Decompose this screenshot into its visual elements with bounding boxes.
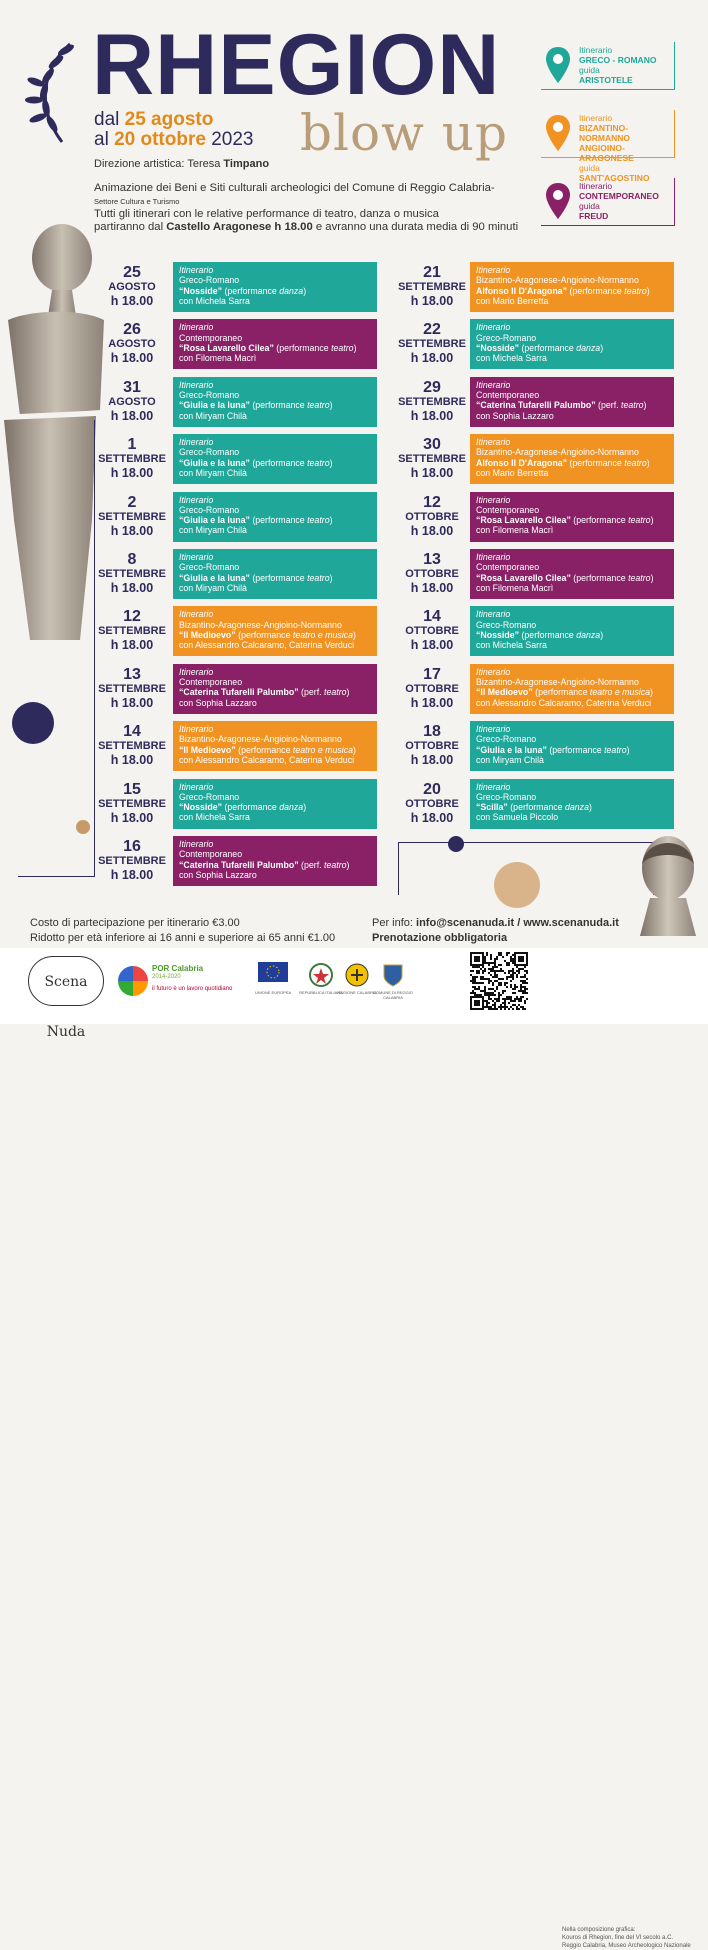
event-route: Greco-Romano (476, 791, 537, 802)
event-time: h 18.00 (410, 523, 454, 538)
event-card[interactable] (173, 319, 377, 369)
event-itinerary-label: Itinerario (476, 265, 511, 275)
legend-item (541, 178, 675, 226)
event-date (92, 838, 172, 883)
event-show-title: “Giulia e la luna” (179, 515, 250, 526)
event-month: OTTOBRE (405, 510, 459, 523)
event-perf-type: teatro (307, 572, 330, 583)
event-show: “Rosa Lavarello Cilea” (performance teatro) (476, 572, 654, 583)
event-date (92, 781, 172, 826)
event-day: 12 (423, 493, 441, 511)
event-time: h 18.00 (110, 581, 154, 595)
legend-item (541, 42, 675, 90)
event-date (92, 666, 172, 711)
event-show-title: “Nosside” (179, 802, 223, 813)
event-route: Bizantino-Aragonese-Angioino-Normanno (476, 677, 639, 688)
event-route: Greco-Romano (179, 562, 240, 573)
event-show: “Scilla” (performance danza) (476, 802, 592, 813)
artistic-direction: Direzione artistica: Teresa Timpano (94, 158, 270, 170)
event-route: Contemporaneo (476, 390, 540, 401)
event-month: AGOSTO (108, 281, 156, 293)
event-date (392, 436, 472, 481)
event-month: SETTEMBRE (98, 740, 166, 753)
event-card[interactable] (173, 836, 377, 886)
event-itinerary-label: Itinerario (476, 609, 511, 620)
event-cast: con Miryam Chilà (476, 755, 544, 766)
event-show: “Nosside” (performance danza) (179, 285, 307, 296)
scena-nuda-logo: Scena Nuda (28, 956, 104, 1006)
event-time: h 18.00 (410, 351, 454, 366)
event-date (392, 551, 472, 596)
event-route: Bizantino-Aragonese-Angioino-Normanno (476, 447, 639, 458)
event-perf-type: teatro (621, 400, 644, 411)
event-route: Greco-Romano (179, 791, 240, 802)
event-cast: con Filomena Macrì (179, 353, 257, 364)
qr-code-icon[interactable] (470, 952, 528, 1010)
event-card[interactable] (173, 492, 377, 542)
pricing: Costo di partecipazione per itinerario €3.00 Ridotto per età inferiore ai 16 anni e superiore ai 65 anni €1.00 (30, 917, 336, 944)
event-day: 16 (123, 838, 141, 855)
event-route: Bizantino-Aragonese-Angioino-Normanno (179, 734, 342, 745)
event-show-title: “Il Medioevo” (179, 629, 236, 640)
map-pin-icon (545, 46, 571, 84)
event-show: “Caterina Tufarelli Palumbo” (perf. teatro) (179, 687, 350, 698)
event-month: OTTOBRE (405, 568, 459, 580)
event-itinerary-label: Itinerario (179, 666, 214, 677)
event-day: 14 (423, 608, 441, 626)
italy-emblem-icon (306, 962, 336, 988)
event-cast: con Michela Sarra (179, 295, 250, 306)
event-month: SETTEMBRE (398, 338, 466, 351)
event-date (92, 379, 172, 424)
event-perf-type: teatro (628, 572, 651, 583)
event-route: Greco-Romano (476, 734, 537, 745)
event-cast: con Sophia Lazzaro (179, 697, 257, 708)
event-perf-type: teatro (624, 285, 647, 296)
event-date (392, 608, 472, 653)
event-cast: con Michela Sarra (476, 353, 547, 364)
event-month: SETTEMBRE (398, 281, 466, 293)
event-show: “Rosa Lavarello Cilea” (performance teatro) (179, 342, 357, 353)
event-show: “Giulia e la luna” (performance teatro) (179, 457, 333, 468)
event-date (392, 321, 472, 366)
legend-route-name: GRECO - ROMANO (579, 55, 657, 65)
calabria-emblem-icon (342, 962, 372, 988)
event-cast: con Sophia Lazzaro (179, 869, 257, 880)
event-route: Greco-Romano (179, 390, 240, 401)
event-route: Contemporaneo (476, 562, 540, 573)
event-show-title: “Giulia e la luna” (179, 457, 250, 468)
event-time: h 18.00 (410, 294, 454, 308)
event-time: h 18.00 (410, 638, 454, 653)
event-route: Greco-Romano (179, 275, 240, 286)
event-show-title: “Rosa Lavarello Cilea” (179, 342, 274, 353)
event-day: 31 (123, 378, 141, 396)
event-show-title: “Il Medioevo” (179, 744, 236, 755)
decorative-circle (12, 702, 54, 744)
map-pin-icon (545, 114, 571, 152)
event-show-title: “Caterina Tufarelli Palumbo” (179, 687, 299, 698)
event-route: Greco-Romano (476, 619, 537, 630)
event-show-title: “Giulia e la luna” (179, 400, 250, 411)
event-time: h 18.00 (410, 408, 454, 423)
event-show-title: “Caterina Tufarelli Palumbo” (179, 859, 299, 870)
event-month: SETTEMBRE (398, 453, 466, 466)
event-time: h 18.00 (110, 868, 154, 882)
image-credits: Nella composizione grafica: Kouros di Rhegion, fine del VI secolo a.C. Reggio Calabria, Museo Archeologico Nazionale (562, 1927, 691, 1949)
event-cast: con Miryam Chilà (179, 410, 247, 421)
event-show: “Giulia e la luna” (performance teatro) (476, 744, 630, 755)
event-perf-type: danza (279, 285, 304, 296)
event-show-title: “Nosside” (476, 629, 520, 640)
event-date (392, 494, 472, 539)
event-card[interactable] (173, 549, 377, 599)
event-date (92, 264, 172, 309)
event-time: h 18.00 (110, 294, 154, 308)
event-cast: con Samuela Piccolo (476, 812, 559, 823)
event-show: Alfonso Il D'Aragona” (performance teatro) (476, 457, 650, 468)
event-show: “Caterina Tufarelli Palumbo” (perf. teatro) (179, 859, 350, 870)
event-show: “Rosa Lavarello Cilea” (performance teatro) (476, 515, 654, 526)
event-time: h 18.00 (110, 523, 154, 538)
event-itinerary-label: Itinerario (179, 781, 214, 792)
event-card[interactable] (173, 664, 377, 714)
event-route: Bizantino-Aragonese-Angioino-Normanno (179, 619, 342, 630)
event-cast: con Miryam Chilà (179, 468, 247, 479)
event-itinerary-label: Itinerario (476, 322, 511, 333)
event-cast: con Sophia Lazzaro (476, 410, 554, 421)
event-subtitle: blow up (300, 104, 509, 162)
event-time: h 18.00 (110, 466, 154, 481)
event-cast: con Alessandro Calcaramo, Caterina Verduci (179, 755, 355, 766)
event-perf-type: teatro (624, 457, 647, 468)
event-card[interactable] (470, 377, 674, 427)
event-card[interactable] (173, 434, 377, 484)
event-show-title: “Rosa Lavarello Cilea” (476, 572, 571, 583)
event-perf-type: teatro e musica (292, 744, 354, 755)
event-card[interactable] (173, 606, 377, 656)
event-show-title: “Giulia e la luna” (179, 572, 250, 583)
event-date (392, 666, 472, 711)
event-show-title: “Scilla” (476, 802, 508, 813)
event-itinerary-label: Itinerario (476, 666, 511, 677)
event-card[interactable] (470, 262, 674, 312)
event-route: Contemporaneo (179, 677, 243, 688)
decorative-circle (76, 820, 90, 834)
event-route: Greco-Romano (476, 332, 537, 343)
event-route: Contemporaneo (179, 332, 243, 343)
event-time: h 18.00 (110, 638, 154, 653)
event-day: 22 (423, 321, 441, 339)
event-month: SETTEMBRE (98, 855, 166, 867)
event-time: h 18.00 (110, 810, 154, 825)
event-day: 26 (123, 321, 141, 339)
event-itinerary-label: Itinerario (179, 552, 214, 562)
event-dates: dal 25 agosto al 20 ottobre 2023 (94, 109, 254, 150)
event-day: 14 (123, 723, 141, 741)
event-month: OTTOBRE (405, 740, 459, 753)
event-day: 30 (423, 436, 441, 454)
event-itinerary-label: Itinerario (476, 379, 511, 390)
event-cast: con Michela Sarra (179, 812, 250, 823)
event-show-title: “Nosside” (179, 285, 223, 296)
contact-info: Per info: info@scenanuda.it / www.scenanuda.it Prenotazione obbligatoria (372, 917, 619, 944)
event-day: 2 (127, 493, 137, 511)
por-calabria-logo: POR Calabria 2014-2020 il futuro è un lavoro quotidiano (118, 962, 236, 1002)
event-cast: con Mario Berretta (476, 468, 549, 479)
event-time: h 18.00 (410, 466, 454, 481)
event-show-title: “Nosside” (476, 342, 520, 353)
legend-text: Itinerario CONTEMPORANEO guida FREUD (579, 181, 659, 221)
event-date (92, 723, 172, 768)
event-month: SETTEMBRE (398, 395, 466, 408)
intro-text: Animazione dei Beni e Siti culturali archeologici del Comune di Reggio Calabria- Settore Cultura e Turismo Tutti gli itinerari con le relative performance di teatro, danza o musica partiranno dal Castello Aragonese h 18.00 e avranno una durata media di 90 minuti (94, 182, 519, 233)
event-card[interactable] (470, 606, 674, 656)
event-card[interactable] (470, 721, 674, 771)
event-time: h 18.00 (410, 695, 454, 710)
event-time: h 18.00 (110, 351, 154, 366)
decorative-frame (18, 420, 95, 877)
event-itinerary-label: Itinerario (179, 839, 214, 849)
event-month: OTTOBRE (405, 682, 459, 695)
event-itinerary-label: Itinerario (476, 724, 511, 735)
event-perf-type: danza (576, 342, 601, 353)
event-cast: con Miryam Chilà (179, 525, 247, 536)
event-day: 25 (123, 264, 141, 281)
map-pin-icon (545, 182, 571, 220)
event-card[interactable] (173, 721, 377, 771)
legend-route-name: CONTEMPORANEO (579, 191, 659, 201)
event-card[interactable] (470, 319, 674, 369)
event-route: Bizantino-Aragonese-Angioino-Normanno (476, 275, 639, 286)
laurel-icon (22, 38, 82, 148)
event-month: AGOSTO (108, 338, 156, 351)
event-card[interactable] (470, 664, 674, 714)
event-show-title: “Rosa Lavarello Cilea” (476, 515, 571, 526)
decorative-circle (448, 836, 464, 852)
event-show-title: “Giulia e la luna” (476, 744, 547, 755)
event-time: h 18.00 (410, 753, 454, 768)
event-time: h 18.00 (110, 753, 154, 768)
event-cast: con Alessandro Calcaramo, Caterina Verduci (179, 640, 355, 651)
event-show: “Nosside” (performance danza) (476, 629, 604, 640)
event-itinerary-label: Itinerario (476, 781, 511, 792)
legend-route-name: BIZANTINO-NORMANNO ANGIOINO-ARAGONESE (579, 123, 634, 163)
event-perf-type: teatro (324, 859, 347, 870)
event-month: AGOSTO (108, 395, 156, 408)
event-day: 15 (123, 780, 141, 798)
event-show-title: “Caterina Tufarelli Palumbo” (476, 400, 596, 411)
event-itinerary-label: Itinerario (179, 494, 214, 505)
event-perf-type: teatro (307, 400, 330, 411)
event-cast: con Filomena Macrì (476, 525, 554, 536)
event-date (92, 436, 172, 481)
email-link[interactable]: info@scenanuda.it (416, 917, 515, 929)
event-month: SETTEMBRE (98, 797, 166, 810)
event-cast: con Miryam Chilà (179, 582, 247, 593)
event-time: h 18.00 (110, 408, 154, 423)
event-itinerary-label: Itinerario (179, 609, 214, 620)
event-perf-type: danza (565, 802, 589, 813)
event-perf-type: teatro (628, 515, 651, 526)
event-card[interactable] (470, 434, 674, 484)
event-title: RHEGION (92, 17, 501, 113)
event-month: SETTEMBRE (98, 625, 166, 638)
event-card[interactable] (173, 377, 377, 427)
event-route: Greco-Romano (179, 504, 240, 515)
event-perf-type: teatro (604, 744, 627, 755)
legend-guide-name: ARISTOTELE (579, 75, 633, 85)
event-month: SETTEMBRE (98, 453, 166, 466)
event-route: Greco-Romano (179, 447, 240, 458)
event-date (392, 379, 472, 424)
event-perf-type: teatro (331, 342, 354, 353)
event-show: “Nosside” (performance danza) (476, 342, 604, 353)
event-day: 12 (123, 608, 141, 626)
event-perf-type: teatro e musica (292, 629, 354, 640)
event-show-title: “Il Medioevo” (476, 687, 533, 698)
event-date (92, 321, 172, 366)
event-month: OTTOBRE (405, 625, 459, 638)
event-card[interactable] (470, 492, 674, 542)
event-time: h 18.00 (410, 810, 454, 825)
event-show: “Nosside” (performance danza) (179, 802, 307, 813)
event-show: “Il Medioevo” (performance teatro e musica) (476, 687, 653, 698)
reggio-emblem-icon (378, 962, 408, 988)
event-perf-type: teatro e musica (589, 687, 651, 698)
decorative-circle (494, 862, 540, 908)
event-itinerary-label: Itinerario (179, 724, 214, 735)
event-show-title: Alfonso Il D'Aragona” (476, 457, 568, 468)
footer-logos: Scena Nuda POR Calabria 2014-2020 il futuro è un lavoro quotidiano UNIONE EUROPEA REPUBBLICA ITALIANA REGIONE CALABRIA COMUNE DI REGGIO CALABRIA Nella composizione grafica: Kouros di Rhegion, fine del VI secolo a.C. Reggio Calabria, Museo Archeologico Nazionale (0, 948, 708, 1024)
event-month: OTTOBRE (405, 797, 459, 810)
event-date (392, 264, 472, 309)
event-show: “Giulia e la luna” (performance teatro) (179, 515, 333, 526)
event-date (92, 494, 172, 539)
event-show: Alfonso Il D'Aragona” (performance teatro) (476, 285, 650, 296)
event-day: 18 (423, 723, 441, 741)
event-itinerary-label: Itinerario (179, 437, 214, 448)
event-show: “Giulia e la luna” (performance teatro) (179, 400, 333, 411)
event-route: Contemporaneo (179, 849, 243, 860)
event-date (392, 781, 472, 826)
event-itinerary-label: Itinerario (179, 322, 214, 333)
eu-flag-icon (258, 962, 288, 988)
event-day: 1 (127, 436, 137, 454)
legend-item (541, 110, 675, 183)
legend-guide-name: FREUD (579, 211, 609, 221)
event-date (392, 723, 472, 768)
event-day: 20 (423, 780, 441, 798)
event-itinerary-label: Itinerario (476, 552, 511, 562)
event-day: 13 (423, 551, 441, 568)
event-perf-type: teatro (307, 515, 330, 526)
event-cast: con Mario Berretta (476, 295, 549, 306)
event-show-title: Alfonso Il D'Aragona” (476, 285, 568, 296)
event-show: “Il Medioevo” (performance teatro e musica) (179, 744, 356, 755)
legend-text: Itinerario GRECO - ROMANO guida ARISTOTELE (579, 45, 657, 85)
event-card[interactable] (173, 779, 377, 829)
event-perf-type: teatro (307, 457, 330, 468)
event-day: 17 (423, 665, 441, 683)
event-perf-type: danza (576, 629, 601, 640)
event-itinerary-label: Itinerario (179, 265, 214, 275)
event-cast: con Michela Sarra (476, 640, 547, 651)
event-route: Contemporaneo (476, 504, 540, 515)
event-card[interactable] (173, 262, 377, 312)
event-card[interactable] (470, 549, 674, 599)
event-day: 21 (423, 264, 441, 281)
event-month: SETTEMBRE (98, 568, 166, 580)
event-month: SETTEMBRE (98, 682, 166, 695)
event-cast: con Alessandro Calcaramo, Caterina Verduci (476, 697, 652, 708)
event-day: 8 (127, 551, 137, 568)
event-time: h 18.00 (410, 581, 454, 595)
legend-guide-name: SANT'AGOSTINO (579, 173, 650, 183)
event-itinerary-label: Itinerario (476, 494, 511, 505)
event-time: h 18.00 (110, 695, 154, 710)
event-show: “Caterina Tufarelli Palumbo” (perf. teatro) (476, 400, 647, 411)
por-star-icon (118, 966, 148, 996)
event-day: 29 (423, 378, 441, 396)
event-card[interactable] (470, 779, 674, 829)
event-month: SETTEMBRE (98, 510, 166, 523)
legend-text: Itinerario BIZANTINO-NORMANNO ANGIOINO-ARAGONESE guida SANT'AGOSTINO (579, 113, 674, 183)
website-link[interactable]: www.scenanuda.it (523, 917, 619, 929)
event-itinerary-label: Itinerario (476, 437, 511, 448)
event-itinerary-label: Itinerario (179, 379, 214, 390)
kouros-head-image (636, 828, 700, 936)
event-show: “Il Medioevo” (performance teatro e musica) (179, 629, 356, 640)
event-show: “Giulia e la luna” (performance teatro) (179, 572, 333, 583)
event-date (92, 551, 172, 596)
event-perf-type: teatro (324, 687, 347, 698)
event-perf-type: danza (279, 802, 304, 813)
event-day: 13 (123, 665, 141, 683)
event-date (92, 608, 172, 653)
event-cast: con Filomena Macrì (476, 582, 554, 593)
